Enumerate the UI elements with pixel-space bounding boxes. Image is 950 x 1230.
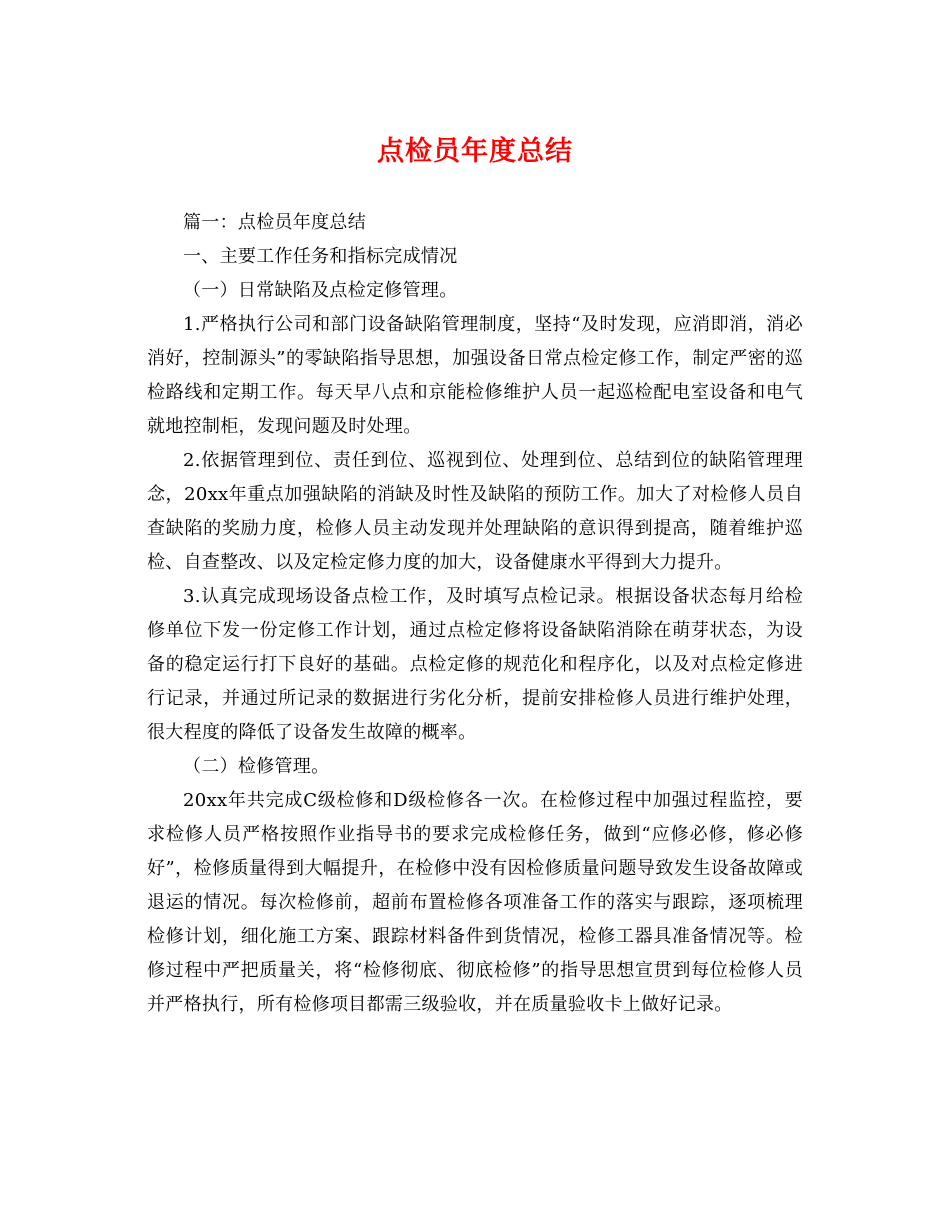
body-paragraph: 3.认真完成现场设备点检工作，及时填写点检记录。根据设备状态每月给检修单位下发一份定修工作计划，通过点检定修将设备缺陷消除在萌芽状态，为设备的稳定运行打下良好的基础。点检定修的规范化和程序化，以及对点检定修进行记录，并通过所记录的数据进行劣化分析，提前安排检修人员进行维护处理，很大程度的降低了设备发生故障的概率。 [147,586,803,743]
subsection-heading: 一、主要工作任务和指标完成情况 [183,246,458,267]
body-paragraph: 20xx年共完成C级检修和D级检修各一次。在检修过程中加强过程监控，要求检修人员严格按照作业指导书的要求完成检修任务，做到“应修必修，修必修好”，检修质量得到大幅提升，在检修中没有因检修质量问题导致发生设备故障或退运的情况。每次检修前，超前布置检修各项准备工作的落实与跟踪，逐项梳理检修计划，细化施工方案、跟踪材料备件到货情况，检修工器具准备情况等。检修过程中严把质量关，将“检修彻底、彻底检修”的指导思想宣贯到每位检修人员并严格执行，所有检修项目都需三级验收，并在质量验收卡上做好记录。 [147,790,803,1015]
document-body [147,206,803,1022]
document-title: 点检员年度总结 [377,136,573,167]
section-heading: 篇一：点检员年度总结 [183,212,366,233]
body-paragraph: 1.严格执行公司和部门设备缺陷管理制度，坚持“及时发现，应消即消，消必消好，控制源头”的零缺陷指导思想，加强设备日常点检定修工作，制定严密的巡检路线和定期工作。每天早八点和京能检修维护人员一起巡检配电室设备和电气就地控制柜，发现问题及时处理。 [147,314,803,437]
subsection-heading: （一）日常缺陷及点检定修管理。 [183,280,458,301]
subsection-heading: （二）检修管理。 [183,756,330,777]
body-paragraph: 2.依据管理到位、责任到位、巡视到位、处理到位、总结到位的缺陷管理理念，20xx年重点加强缺陷的消缺及时性及缺陷的预防工作。加大了对检修人员自查缺陷的奖励力度，检修人员主动发现并处理缺陷的意识得到提高，随着维护巡检、自查整改、以及定检定修力度的加大，设备健康水平得到大力提升。 [147,450,803,573]
